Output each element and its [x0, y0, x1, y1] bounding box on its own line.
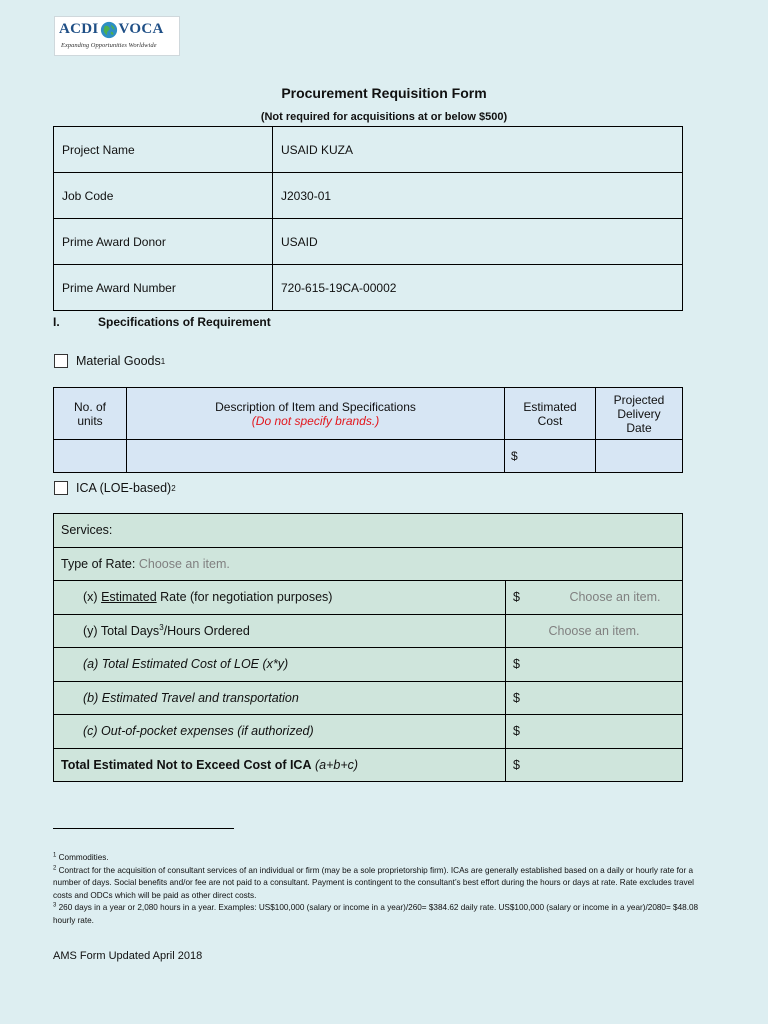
col-description-header: Description of Item and Specifications (Do not specify brands.): [127, 388, 505, 440]
goods-table: [53, 387, 683, 473]
job-code-value[interactable]: J2030-01: [273, 173, 683, 219]
table-row: [54, 648, 683, 682]
prime-award-number-label: Prime Award Number: [54, 265, 273, 311]
job-code-label: Job Code: [54, 173, 273, 219]
travel-cost-label: (b) Estimated Travel and transportation: [54, 681, 506, 715]
total-days-label: (y) Total Days$^3$/Hours Ordered: [54, 614, 506, 648]
page-subtitle: (Not required for acquisitions at or below $500): [260, 111, 508, 123]
prime-award-donor-label: Prime Award Donor: [54, 219, 273, 265]
prime-award-number-value[interactable]: 720-615-19CA-00002: [273, 265, 683, 311]
footnote-ref: 1: [160, 356, 166, 366]
footnote-divider: [53, 828, 234, 829]
table-row: [54, 265, 683, 311]
footnotes: [53, 852, 713, 927]
currency-symbol: $: [513, 590, 520, 605]
page-title: Procurement Requisition Form: [281, 85, 487, 101]
table-row: [54, 581, 683, 615]
col-units-header: No. of units: [54, 388, 127, 440]
material-goods-checkbox[interactable]: [54, 354, 68, 368]
out-of-pocket-label: (c) Out-of-pocket expenses (if authorized): [54, 715, 506, 749]
section-title: Specifications of Requirement: [98, 315, 271, 329]
total-cost-input[interactable]: $: [506, 748, 683, 782]
services-heading: Services:: [54, 514, 683, 548]
project-name-label: Project Name: [54, 127, 273, 173]
footnote-ref: 2: [171, 483, 176, 493]
table-row: [54, 681, 683, 715]
description-input[interactable]: [127, 440, 505, 473]
table-row: [54, 514, 683, 548]
acdi-voca-logo: [54, 16, 180, 56]
footnote: $^1$ Commodities.: [53, 852, 109, 862]
footnote: $^2$ Contract for the acquisition of consultant services of an individual or firm (may be a sole proprietorship firm). ICAs are generally established based on a daily or hourly rate for a number of days. Social benefits and/or fee are not paid to a consultant. Payment is contingent to the consultant’s best effort during the hours or days at rate. Rate excludes travel costs and ODCs which will be paid as other direct costs.: [53, 864, 694, 900]
total-cost-label: Total Estimated Not to Exceed Cost of ICA (a+b+c): [54, 748, 506, 782]
table-row: [54, 614, 683, 648]
loe-cost-label: (a) Total Estimated Cost of LOE (x*y): [54, 648, 506, 682]
logo-word-right: VOCA: [118, 21, 164, 37]
material-goods-option: [54, 354, 165, 368]
no-brands-note: (Do not specify brands.): [251, 413, 380, 428]
loe-cost-input[interactable]: $: [506, 648, 683, 682]
goods-entry-row: [54, 440, 683, 473]
table-row: [54, 173, 683, 219]
prime-award-donor-value[interactable]: USAID: [273, 219, 683, 265]
table-row: [54, 127, 683, 173]
section-heading: [53, 315, 271, 329]
delivery-date-input[interactable]: [596, 440, 683, 473]
ica-label: ICA (LOE-based): [76, 481, 172, 495]
globe-icon: [100, 21, 118, 39]
logo-word-left: ACDI: [59, 21, 99, 37]
units-input[interactable]: [54, 440, 127, 473]
logo-tagline: Expanding Opportunities Worldwide: [61, 42, 157, 49]
rate-type-row: [54, 547, 683, 581]
project-name-value[interactable]: USAID KUZA: [273, 127, 683, 173]
rate-type-dropdown[interactable]: Choose an item.: [138, 556, 230, 571]
ica-checkbox[interactable]: [54, 481, 68, 495]
rate-type-label: Type of Rate:: [61, 556, 136, 571]
estimated-rate-field: [506, 581, 683, 615]
travel-cost-input[interactable]: $: [506, 681, 683, 715]
services-table: [53, 513, 683, 782]
estimated-rate-label: (x) Estimated Rate (for negotiation purposes): [54, 581, 506, 615]
table-row: [54, 748, 683, 782]
ica-option: [54, 481, 176, 495]
table-row: [54, 547, 683, 581]
table-row: [54, 219, 683, 265]
total-days-dropdown[interactable]: Choose an item.: [548, 623, 640, 638]
total-days-field: [506, 614, 683, 648]
table-row: [54, 715, 683, 749]
form-updated-note: AMS Form Updated April 2018: [53, 950, 203, 962]
project-info-table: [53, 126, 683, 311]
footnote: $^3$ 260 days in a year or 2,080 hours in a year. Examples: US$100,000 (salary or income in a year)/260= $384.62 daily rate. US$100,000 (salary or income in a year)/2080= $48.08 hourly rate.: [53, 902, 699, 925]
estimated-rate-dropdown[interactable]: Choose an item.: [569, 590, 661, 605]
section-number: I.: [53, 315, 60, 329]
cost-input[interactable]: $: [505, 440, 596, 473]
goods-header-row: [54, 388, 683, 440]
col-cost-header: Estimated Cost: [505, 388, 596, 440]
col-delivery-header: Projected Delivery Date: [596, 388, 683, 440]
out-of-pocket-input[interactable]: $: [506, 715, 683, 749]
material-goods-label: Material Goods: [76, 354, 161, 368]
